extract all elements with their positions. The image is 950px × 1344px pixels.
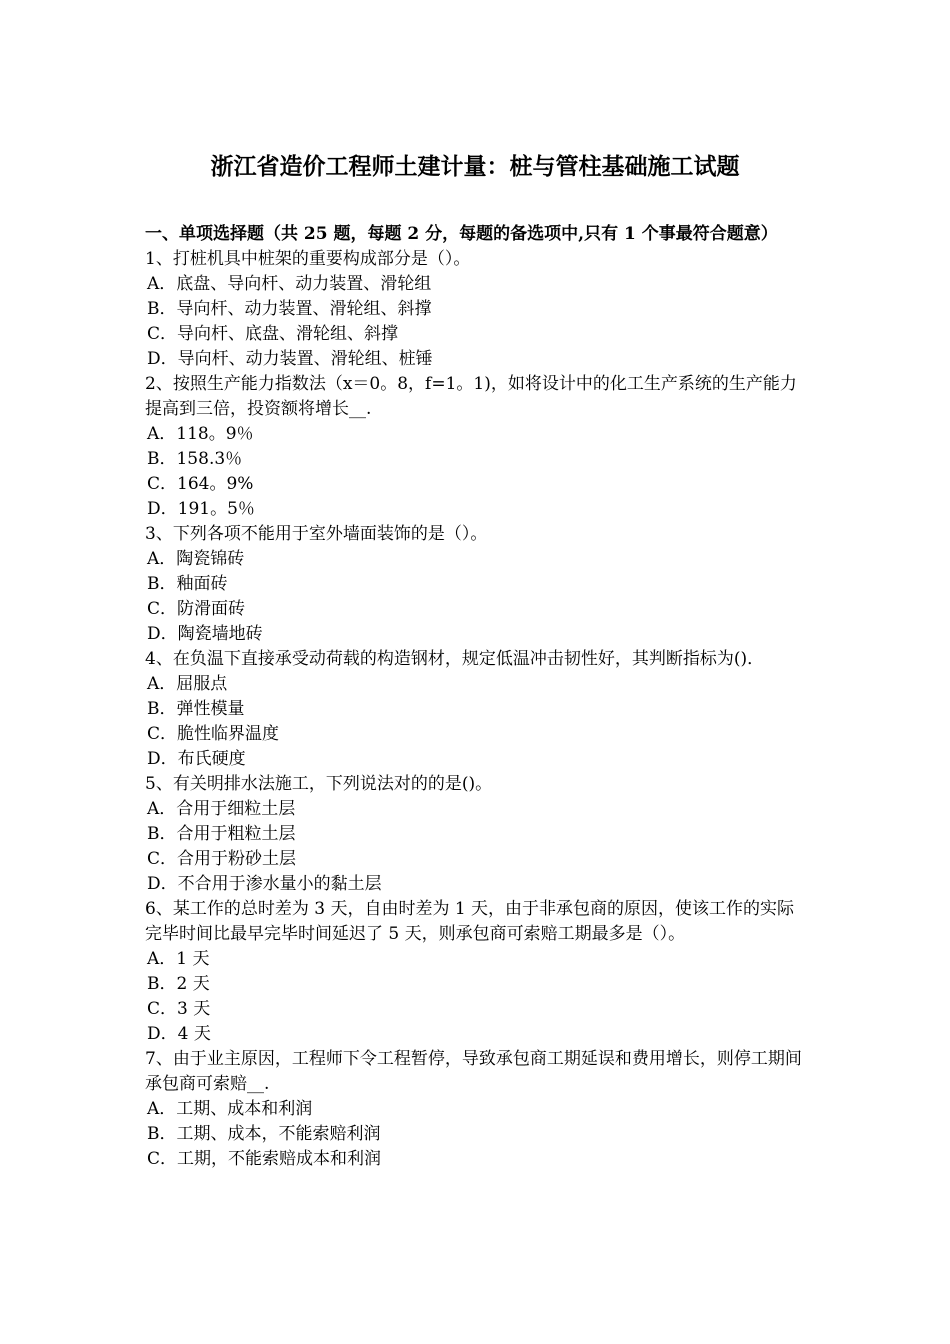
option-a: A．工期、成本和利润 <box>147 1099 313 1119</box>
question-3 <box>145 522 810 647</box>
option-a: A．底盘、导向杆、动力装置、滑轮组 <box>147 274 432 294</box>
question-5 <box>145 772 810 897</box>
question-2 <box>145 372 810 522</box>
option-list <box>145 797 810 897</box>
option-d: D．不合用于渗水量小的黏土层 <box>147 874 382 894</box>
option-c: C．工期，不能索赔成本和利润 <box>147 1149 382 1169</box>
question-stem: 5、有关明排水法施工，下列说法对的的是()。 <box>145 774 493 794</box>
question-7 <box>145 1047 810 1172</box>
option-d: D．4 天 <box>147 1024 211 1044</box>
question-stem: 2、按照生产能力指数法（x＝0。8，f=1。1)，如将设计中的化工生产系统的生产能力提高到三倍，投资额将增长__. <box>145 374 797 419</box>
question-6 <box>145 897 810 1047</box>
option-b: B．釉面砖 <box>147 574 228 594</box>
option-c: C．合用于粉砂土层 <box>147 849 297 869</box>
option-c: C．防滑面砖 <box>147 599 246 619</box>
option-b: B．弹性模量 <box>147 699 245 719</box>
question-stem: 3、下列各项不能用于室外墙面装饰的是（）。 <box>145 524 488 544</box>
option-list <box>145 422 810 522</box>
option-a: A．合用于细粒土层 <box>147 799 296 819</box>
option-list <box>145 1097 810 1172</box>
option-c: C．164。9% <box>147 474 254 494</box>
option-a: A．屈服点 <box>147 674 228 694</box>
section-heading: 一、单项选择题（共 25 题，每题 2 分，每题的备选项中,只有 1 个事最符合题意） <box>145 224 778 244</box>
document-body <box>145 222 810 1172</box>
option-c: C．脆性临界温度 <box>147 724 280 744</box>
option-list <box>145 547 810 647</box>
option-a: A．118。9％ <box>147 424 254 444</box>
document-title: 浙江省造价工程师土建计量：桩与管柱基础施工试题 <box>210 153 740 180</box>
option-c: C．导向杆、底盘、滑轮组、斜撑 <box>147 324 399 344</box>
question-stem: 6、某工作的总时差为 3 天，自由时差为 1 天，由于非承包商的原因，使该工作的实际完毕时间比最早完毕时间延迟了 5 天，则承包商可索赔工期最多是（）。 <box>145 899 795 944</box>
option-list <box>145 272 810 372</box>
option-b: B．导向杆、动力装置、滑轮组、斜撑 <box>147 299 432 319</box>
option-b: B．工期、成本，不能索赔利润 <box>147 1124 381 1144</box>
option-d: D．191。5％ <box>147 499 255 519</box>
option-b: B．158.3％ <box>147 449 243 469</box>
question-stem: 4、在负温下直接承受动荷载的构造钢材，规定低温冲击韧性好，其判断指标为()． <box>145 649 765 669</box>
question-stem: 1、打桩机具中桩架的重要构成部分是（）。 <box>145 249 471 269</box>
option-list <box>145 947 810 1047</box>
option-list <box>145 672 810 772</box>
option-b: B．2 天 <box>147 974 210 994</box>
option-a: A．陶瓷锦砖 <box>147 549 245 569</box>
option-d: D．陶瓷墙地砖 <box>147 624 263 644</box>
option-d: D．导向杆、动力装置、滑轮组、桩锤 <box>147 349 433 369</box>
option-d: D．布氏硬度 <box>147 749 246 769</box>
option-b: B．合用于粗粒土层 <box>147 824 296 844</box>
question-stem: 7、由于业主原因，工程师下令工程暂停，导致承包商工期延误和费用增长，则停工期间承包商可索赔__. <box>145 1049 802 1094</box>
option-c: C．3 天 <box>147 999 211 1019</box>
question-1 <box>145 247 810 372</box>
option-a: A．1 天 <box>147 949 210 969</box>
question-4 <box>145 647 810 772</box>
